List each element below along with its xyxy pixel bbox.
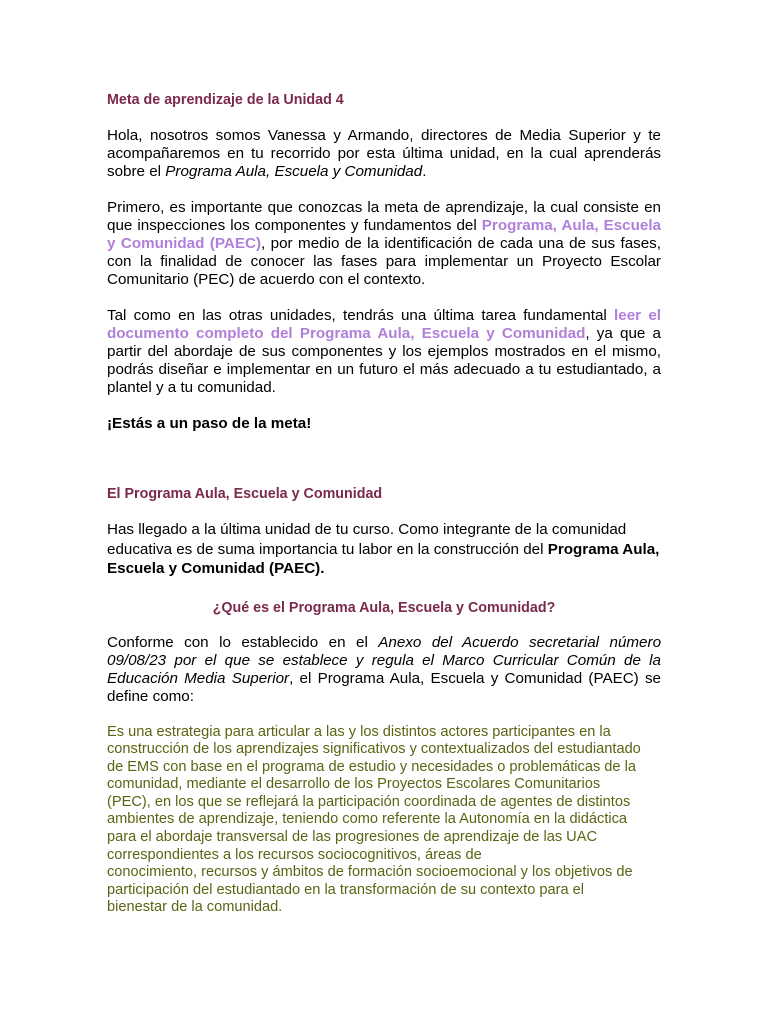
definition-line: correspondientes a los recursos sociocognitivos, áreas de <box>107 846 482 863</box>
definition-line: (PEC), en los que se reflejará la participación coordinada de agentes de distintos <box>107 793 631 810</box>
definition-block <box>107 724 661 918</box>
program-intro-bold: Programa Aula, Escuela y Comunidad (PAEC). <box>107 540 660 577</box>
program-intro-paragraph <box>107 520 661 579</box>
program-intro-text: Has llegado a la última unidad de tu curso. Como integrante de la comunidad educativa es de suma importancia tu labor en la construcción del <box>107 521 627 558</box>
agreement-title: Anexo del Acuerdo secretarial número 09/08/23 por el que se establece y regula el Marco Curricular Común de la Educación Media Superior <box>107 633 662 687</box>
definition-line: construcción de los aprendizajes significativos y contextualizados del estudiantado <box>107 741 641 758</box>
motto-text: ¡Estás a un paso de la meta! <box>107 415 312 432</box>
intro-end: . <box>422 163 427 180</box>
definition-intro-text: Conforme con lo establecido en el <box>107 633 379 651</box>
definition-line: para el abordaje transversal de las progresiones de aprendizaje de las UAC <box>107 829 597 846</box>
question-heading: ¿Qué es el Programa Aula, Escuela y Comunidad? <box>212 599 556 616</box>
definition-line: ambientes de aprendizaje, teniendo como referente la Autonomía en la didáctica <box>107 811 628 828</box>
definition-line: comunidad, mediante el desarrollo de los Proyectos Escolares Comunitarios <box>107 776 601 793</box>
definition-line: bienestar de la comunidad. <box>107 899 283 916</box>
task-text-before: Tal como en las otras unidades, tendrás una última tarea fundamental <box>107 307 615 324</box>
intro-program-name: Programa Aula, Escuela y Comunidad <box>165 163 423 180</box>
program-heading: El Programa Aula, Escuela y Comunidad <box>107 486 383 502</box>
definition-line: de EMS con base en el programa de estudio y necesidades o problemáticas de la <box>107 758 636 775</box>
unit-goal-heading: Meta de aprendizaje de la Unidad 4 <box>107 92 344 108</box>
task-text-after: , ya que a partir del abordaje de sus componentes y los ejemplos mostrados en el mismo, podrás diseñar e implementar en un futuro el más adecuado a tu estudiantado, a plantel y a tu comunidad. <box>107 325 661 396</box>
intro-paragraph <box>107 127 661 181</box>
paec-link[interactable]: Programa, Aula, Escuela y Comunidad (PAEC) <box>107 217 662 252</box>
definition-line: participación del estudiantado en la transformación de su contexto para el <box>107 881 585 898</box>
goal-text-before: Primero, es importante que conozcas la meta de aprendizaje, la cual consiste en que inspecciones los componentes y fundamentos del <box>107 199 661 234</box>
definition-intro-end: , el Programa Aula, Escuela y Comunidad (PAEC) se define como: <box>107 669 661 705</box>
task-paragraph <box>107 307 661 397</box>
document-content <box>107 91 661 917</box>
definition-intro-paragraph <box>107 634 661 706</box>
definition-line: Es una estrategia para articular a las y los distintos actores participantes en la <box>107 723 611 740</box>
read-document-link[interactable]: leer el documento completo del Programa Aula, Escuela y Comunidad <box>107 307 661 342</box>
goal-paragraph <box>107 199 661 289</box>
goal-text-after: , por medio de la identificación de cada una de sus fases, con la finalidad de conocer las fases para implementar un Proyecto Escolar Comunitario (PEC) de acuerdo con el contexto. <box>107 235 661 288</box>
intro-text: Hola, nosotros somos Vanessa y Armando, directores de Media Superior y te acompañaremos en tu recorrido por esta última unidad, en la cual aprenderás sobre el <box>107 127 661 180</box>
definition-line: conocimiento, recursos y ámbitos de formación socioemocional y los objetivos de <box>107 864 633 881</box>
